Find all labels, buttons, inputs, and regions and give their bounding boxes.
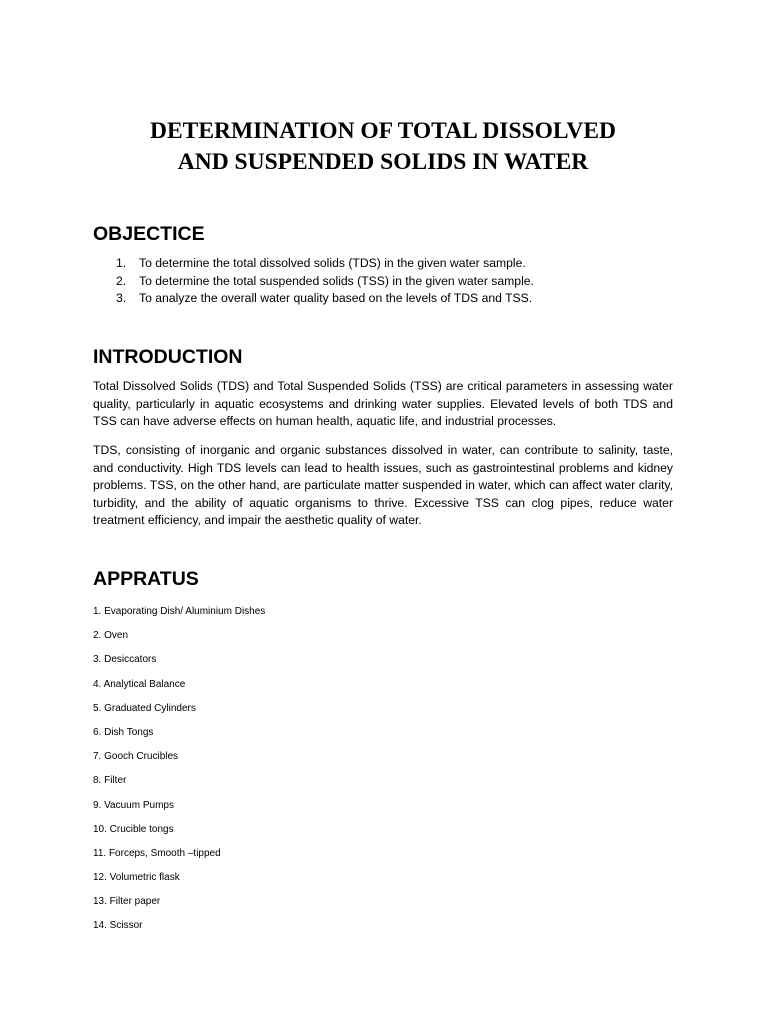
list-item: 10. Crucible tongs [93,823,174,835]
list-item [93,290,673,308]
introduction-paragraph-2: TDS, consisting of inorganic and organic substances dissolved in water, can contribute to salinity, taste, and conductivity. High TDS levels can lead to health issues, such as gastrointestinal problems and kidney problems. TSS, on the other hand, are particulate matter suspended in water, which can affect water clarity, turbidity, and the ability of aquatic organisms to thrive. Excessive TSS can clog pipes, reduce water treatment efficiency, and impair the aesthetic quality of water. [93,443,673,528]
apparatus-list [93,600,493,939]
list-item: 9. Vacuum Pumps [93,799,174,811]
list-item: 11. Forceps, Smooth –tipped [93,847,221,859]
list-item: 12. Volumetric flask [93,872,180,884]
list-item: 8. Filter [93,775,127,787]
list-item: 1. Evaporating Dish/ Aluminium Dishes [93,606,266,617]
list-item-number: 1. [116,256,127,270]
list-item-text: To analyze the overall water quality based on the levels of TDS and TSS. [139,291,533,305]
list-item: 4. Analytical Balance [93,678,186,690]
list-item-number: 2. [116,273,127,288]
list-item-text: To determine the total dissolved solids (TDS) in the given water sample. [139,256,526,270]
apparatus-heading: APPRATUS [93,568,199,590]
page-title [93,116,673,178]
title-line-1: DETERMINATION OF TOTAL DISSOLVED [150,118,616,144]
introduction-heading: INTRODUCTION [93,346,243,368]
list-item: 5. Graduated Cylinders [93,702,196,714]
list-item [93,273,673,291]
introduction-paragraph-1: Total Dissolved Solids (TDS) and Total Suspended Solids (TSS) are critical parameters in assessing water quality, particularly in aquatic ecosystems and drinking water supplies. Elevated levels of both TDS and TSS can have adverse effects on human health, aquatic life, and industrial processes. [93,379,673,429]
list-item: 3. Desiccators [93,654,157,666]
list-item [93,255,673,273]
list-item-text: To determine the total suspended solids (TSS) in the given water sample. [139,273,534,288]
title-line-2: AND SUSPENDED SOLIDS IN WATER [177,149,589,175]
list-item: 13. Filter paper [93,896,161,908]
list-item-number: 3. [116,291,127,305]
list-item: 7. Gooch Crucibles [93,751,179,763]
list-item: 14. Scissor [93,920,143,932]
list-item: 2. Oven [93,630,129,642]
objective-heading: OBJECTICE [93,223,205,245]
list-item: 6. Dish Tongs [93,726,154,738]
objective-list [93,255,673,308]
